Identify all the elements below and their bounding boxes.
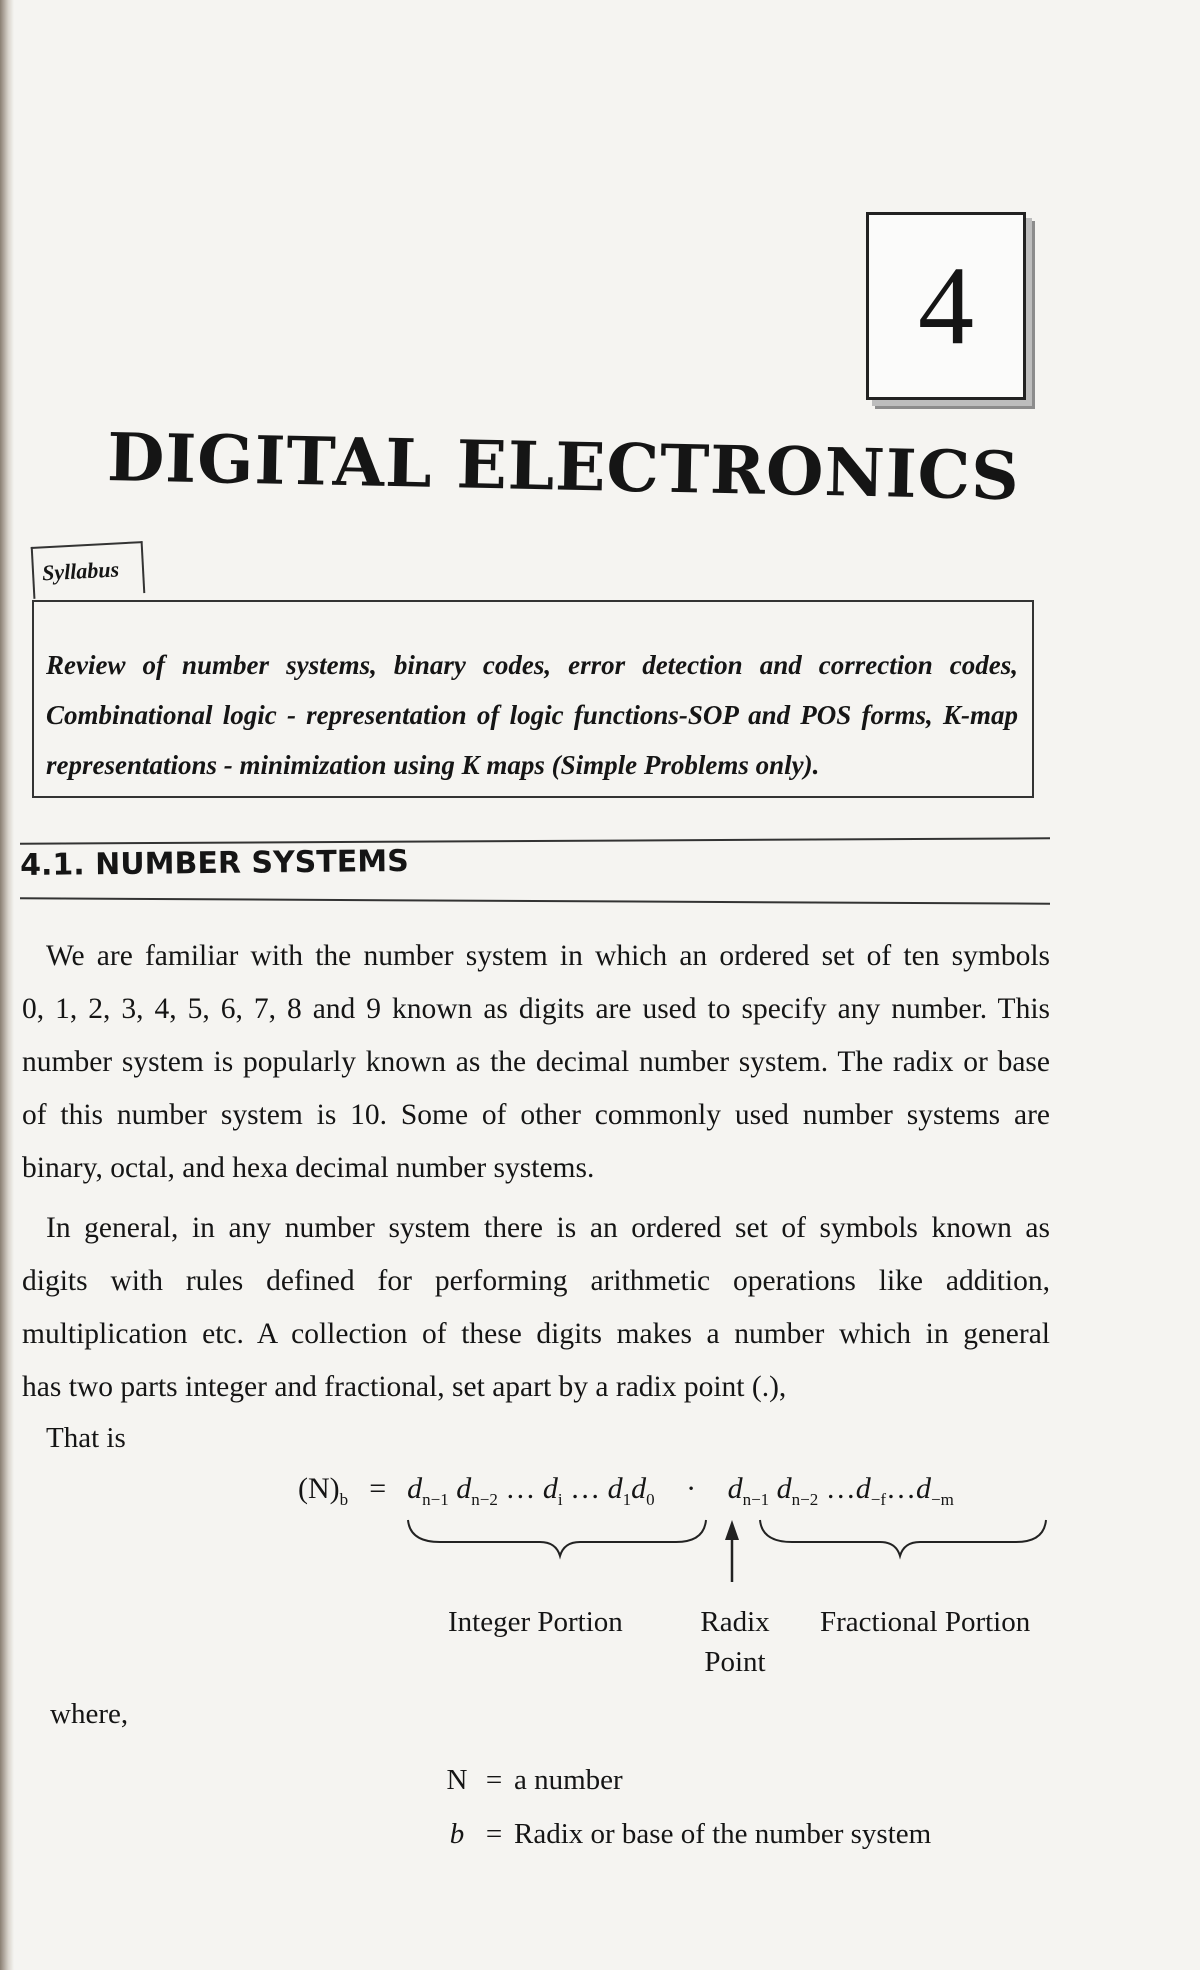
definition-symbol: b xyxy=(449,1818,465,1850)
paragraph-line: We are familiar with the number system in which an ordered set of ten symbols xyxy=(46,940,1050,972)
definition-row xyxy=(440,1818,931,1851)
section-heading: 4.1. NUMBER SYSTEMS xyxy=(20,843,409,883)
paragraph-line: binary, octal, and hexa decimal number systems. xyxy=(22,1152,595,1184)
definition-description: a number xyxy=(514,1764,623,1796)
chapter-title: DIGITAL ELECTRONICS xyxy=(106,418,1021,516)
that-is-text: That is xyxy=(46,1422,126,1454)
formula-lhs-sub: b xyxy=(339,1490,349,1509)
formula-radix-dot: · xyxy=(686,1472,697,1505)
paragraph-line: 0, 1, 2, 3, 4, 5, 6, 7, 8 and 9 known as digits are used to specify any number. This xyxy=(22,993,1050,1025)
radix-point-label xyxy=(690,1602,780,1682)
definition-description: Radix or base of the number system xyxy=(514,1818,932,1850)
syllabus-tab-label: Syllabus xyxy=(41,556,120,586)
chapter-number: 4 xyxy=(918,244,974,368)
paragraph-line: of this number system is 10. Some of other commonly used number systems are xyxy=(22,1099,1050,1131)
paragraph-line: multiplication etc. A collection of these digits makes a number which in general xyxy=(22,1318,1050,1350)
definition-equals: = xyxy=(485,1764,503,1796)
formula-lhs: (N) xyxy=(298,1472,340,1505)
definition-row xyxy=(440,1764,623,1797)
paragraph-line: number system is popularly known as the decimal number system. The radix or base xyxy=(22,1046,1050,1078)
syllabus-line: representations - minimization using K maps (Simple Problems only). xyxy=(46,750,820,780)
paragraph-line: digits with rules defined for performing arithmetic operations like addition, xyxy=(22,1265,1050,1297)
radix-label-line1: Radix xyxy=(700,1606,770,1638)
fractional-portion-label: Fractional Portion xyxy=(820,1606,1031,1638)
syllabus-line: Review of number systems, binary codes, error detection and correction codes, xyxy=(46,650,1018,680)
where-text: where, xyxy=(50,1698,129,1730)
number-formula: $(N)_b = d_{n-1}$ $d_{n-2}$ … $d_i$ … $d_1d_0 \cdot d_{n-1}$ $d_{n-2}$ $\dots d_{-f}\dots d_{-m}$ xyxy=(298,1472,954,1509)
syllabus-line: Combinational logic - representation of logic functions-SOP and POS forms, K-map xyxy=(46,700,1018,730)
paragraph-line: has two parts integer and fractional, set apart by a radix point (.), xyxy=(22,1371,787,1403)
fractional-brace xyxy=(760,1520,1046,1556)
radix-label-line2: Point xyxy=(704,1646,766,1678)
integer-portion-label: Integer Portion xyxy=(448,1606,623,1638)
definition-equals: = xyxy=(485,1818,503,1850)
radix-arrow-head xyxy=(725,1520,739,1540)
paragraph-line: In general, in any number system there is an ordered set of symbols known as xyxy=(46,1212,1050,1244)
definition-symbol: N xyxy=(446,1764,468,1796)
integer-brace xyxy=(408,1520,706,1556)
formula-equals: = xyxy=(369,1472,387,1505)
